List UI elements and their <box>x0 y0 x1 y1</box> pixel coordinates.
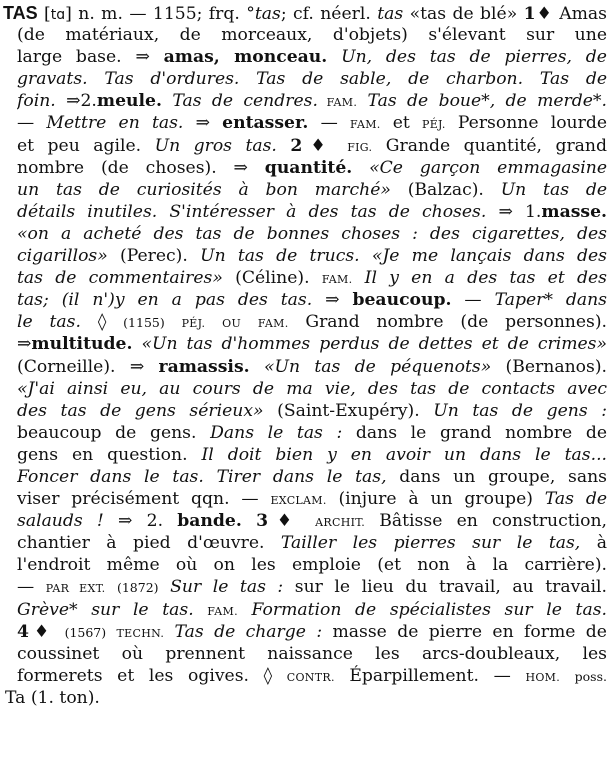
entry-text: 2♦ <box>290 135 334 156</box>
entry-text <box>162 91 172 111</box>
entry-text: Grande quantité, grand <box>372 135 607 156</box>
entry-text: (1872) <box>116 580 159 596</box>
entry-text: TECHN. <box>116 626 165 640</box>
entry-text: des tas de gens sérieux» <box>17 400 264 421</box>
entry-text: ] n. m. — 1155; frq. ° <box>65 4 255 24</box>
entry-text: FAM. <box>349 118 381 132</box>
entry-text: cigarillos» <box>17 246 108 267</box>
entry-text: à <box>580 533 607 554</box>
entry-line <box>17 400 607 422</box>
entry-line <box>17 554 607 576</box>
entry-text: masse. <box>541 201 607 222</box>
entry-text: 3♦ <box>256 511 301 532</box>
entry-text <box>334 136 347 156</box>
entry-text: l'endroit même où on les emploie (et non à la carrière). <box>17 555 607 576</box>
entry-text: tas <box>377 4 404 24</box>
entry-text <box>241 312 258 332</box>
entry-text: Amas <box>552 4 607 24</box>
entry-text: Mettre en tas. <box>46 113 184 134</box>
entry-text: 4♦ <box>17 621 55 642</box>
entry-text: foin. <box>17 91 56 112</box>
entry-text <box>560 666 575 686</box>
entry-line <box>17 223 607 245</box>
entry-text: tɑ <box>50 7 66 23</box>
entry-text: PAR EXT. <box>45 582 106 596</box>
entry-text: «Ce garçon emmagasine <box>369 157 607 178</box>
entry-text: ⇒ <box>183 113 223 134</box>
entry-text: Un tas de trucs. «Je me lançais dans des <box>200 246 607 267</box>
entry-text: coussinet où prennent naissance les arcs-doubleaux, les <box>17 643 607 664</box>
entry-text: gravats. Tas d'ordures. Tas de sable, de charbon. Tas de <box>17 69 607 90</box>
entry-text: ARCHIT. <box>315 516 366 530</box>
entry-text: Dans le tas : <box>210 422 343 443</box>
entry-text: quantité. <box>264 157 353 178</box>
entry-text: détails inutiles. S'intéresser à des tas de choses. <box>17 201 487 222</box>
entry-text: (Saint-Exupéry). <box>263 400 434 421</box>
entry-text: beaucoup. <box>352 290 452 311</box>
entry-text: beaucoup de gens. <box>17 422 211 443</box>
entry-text: ; cf. néerl. <box>280 4 378 24</box>
entry-text: ⇒ <box>312 290 353 311</box>
entry-text: «on a acheté des tas de bonnes choses : des cigarettes, des <box>17 223 607 244</box>
entry-text: dans le grand nombre de <box>342 422 607 443</box>
entry-line <box>17 179 607 201</box>
entry-text: Tas de cendres. <box>172 91 318 112</box>
entry-text: Un gros tas. <box>154 135 277 156</box>
entry-text: Un tas de gens : <box>433 400 607 421</box>
entry-text: amas, monceau. <box>163 47 328 68</box>
entry-text <box>165 312 182 332</box>
entry-text: Un, des tas de pierres, de <box>341 47 607 68</box>
entry-text: (de matériaux, de morceaux, d'objets) s'élevant sur une <box>17 25 607 46</box>
entry-text: (Corneille). ⇒ <box>17 356 159 377</box>
entry-text: — <box>451 290 495 311</box>
entry-text: FAM. <box>257 317 289 331</box>
headword: TAS <box>3 3 38 23</box>
entry-text: viser précisément qqn. — <box>17 489 271 510</box>
entry-text: le tas. <box>17 312 81 333</box>
dictionary-entry-tas <box>3 2 607 709</box>
entry-text <box>352 158 369 178</box>
entry-text: FIG. <box>347 140 373 154</box>
entry-line <box>17 90 607 112</box>
entry-text: — <box>308 113 350 134</box>
entry-text <box>194 600 208 620</box>
entry-text: (Bernanos). <box>491 356 607 377</box>
entry-text: «tas de blé» <box>403 4 524 24</box>
entry-line <box>17 422 607 444</box>
entry-text: FAM. <box>207 604 238 618</box>
entry-text: Foncer dans le tas. Tirer dans le tas, <box>17 466 387 487</box>
entry-line <box>17 201 607 223</box>
entry-text: HOM. <box>525 670 561 684</box>
entry-line <box>17 488 607 510</box>
entry-text <box>105 577 117 597</box>
entry-text: nombre (de choses). ⇒ <box>17 157 265 178</box>
entry-text: — <box>17 577 46 598</box>
entry-line <box>17 311 607 333</box>
entry-text <box>352 268 364 288</box>
entry-line <box>17 112 607 134</box>
entry-text: (1155) <box>123 315 165 331</box>
entry-text <box>164 622 174 642</box>
entry-text: ramassis. <box>158 356 250 377</box>
entry-text: «Un tas d'hommes perdus de dettes et de crimes» <box>141 334 607 355</box>
entry-text: poss. <box>574 668 607 684</box>
entry-text: large base. ⇒ <box>17 47 164 68</box>
entry-text <box>301 511 315 531</box>
entry-text: EXCLAM. <box>270 494 327 508</box>
entry-line <box>17 333 607 355</box>
entry-text: salauds ! <box>17 511 104 532</box>
entry-text: Tas de charge : <box>174 621 323 642</box>
entry-text: Personne lourde <box>445 113 607 134</box>
entry-text: Tailler les pierres sur le tas, <box>280 533 581 554</box>
entry-text: Éparpillement. — <box>334 665 526 686</box>
entry-text: formerets et les ogives. ◊ <box>17 665 287 686</box>
entry-text <box>327 47 341 67</box>
entry-text: Grève* sur le tas. <box>17 599 194 620</box>
entry-line <box>17 245 607 267</box>
entry-text: 1♦ <box>523 4 553 24</box>
entry-text: tas <box>254 4 281 24</box>
entry-text <box>54 622 64 642</box>
entry-text: PÉJ. <box>422 118 446 132</box>
entry-text: Tas de <box>544 489 607 510</box>
entry-text: (Céline). <box>222 268 322 289</box>
entry-line <box>17 532 607 554</box>
entry-text: meule. <box>96 91 162 112</box>
entry-line <box>17 24 607 46</box>
entry-line <box>17 356 607 378</box>
entry-line <box>17 643 607 665</box>
entry-text: Formation de spécialistes sur le tas. <box>251 599 607 620</box>
entry-line <box>17 599 607 621</box>
entry-text: FAM. <box>317 96 358 110</box>
entry-text: Grand nombre (de personnes). <box>288 312 607 333</box>
entry-text: ⇒ <box>17 334 32 355</box>
entry-text: ⇒2. <box>55 91 97 112</box>
entry-line <box>17 466 607 488</box>
entry-text: Il doit bien y en avoir un dans le tas... <box>201 444 607 465</box>
entry-line <box>17 135 607 157</box>
entry-text <box>242 511 256 531</box>
entry-text: (Balzac). <box>390 179 501 200</box>
entry-line <box>17 68 607 90</box>
entry-text: — <box>17 113 47 134</box>
entry-text: Tas de boue*, de merde*. <box>367 91 607 112</box>
entry-text: Il y en a des tas et des <box>364 268 607 289</box>
entry-text: bande. <box>177 511 242 532</box>
entry-text: «Un tas de péquenots» <box>263 356 492 377</box>
entry-line <box>17 289 607 311</box>
entry-line <box>17 665 607 687</box>
entry-text: PÉJ. <box>181 317 206 331</box>
entry-text: multitude. <box>31 334 133 355</box>
entry-text <box>205 312 222 332</box>
entry-line <box>17 378 607 400</box>
entry-text: un tas de curiosités à bon marché» <box>17 179 391 200</box>
entry-text: OU <box>222 317 242 331</box>
entry-text: ⇒ 1. <box>486 201 542 222</box>
entry-text <box>106 622 116 642</box>
entry-text: et peu agile. <box>17 135 155 156</box>
entry-text: (Perec). <box>107 246 201 267</box>
entry-line <box>17 46 607 68</box>
entry-text: ◊ <box>80 312 124 333</box>
entry-line <box>17 510 607 532</box>
entry-line <box>17 621 607 643</box>
entry-text: «J'ai ainsi eu, au cours de ma vie, des tas de contacts avec <box>17 378 607 399</box>
entry-text: tas de commentaires» <box>17 268 223 289</box>
entry-text: Un tas de <box>500 179 607 200</box>
entry-text <box>238 600 252 620</box>
entry-text: dans un groupe, sans <box>386 466 607 487</box>
entry-text: Taper* dans <box>494 290 607 311</box>
entry-text: et <box>380 113 422 134</box>
entry-text: sur le lieu du travail, au travail. <box>283 577 607 598</box>
entry-text: (injure à un groupe) <box>326 489 545 510</box>
entry-text <box>159 577 171 597</box>
entry-line <box>17 157 607 179</box>
entry-text: CONTR. <box>286 670 335 684</box>
entry-text: gens en question. <box>17 444 202 465</box>
entry-text: ⇒ 2. <box>103 511 178 532</box>
entry-text <box>250 357 264 377</box>
entry-text: FAM. <box>321 273 353 287</box>
entry-text: masse de pierre en forme de <box>322 621 607 642</box>
entry-line <box>5 687 607 709</box>
entry-text <box>277 136 290 156</box>
entry-line <box>3 2 607 24</box>
entry-text: Sur le tas : <box>170 577 284 598</box>
entry-line <box>17 576 607 598</box>
entry-line <box>17 444 607 466</box>
entry-text: (1567) <box>64 624 107 640</box>
entry-text: Bâtisse en construction, <box>365 511 607 532</box>
entry-text: Ta (1. ton). <box>5 687 100 708</box>
entry-text: [ <box>37 4 51 24</box>
entry-line <box>17 267 607 289</box>
entry-text: chantier à pied d'œuvre. <box>17 533 281 554</box>
entry-text: tas; (il n')y en a pas des tas. <box>17 290 313 311</box>
entry-text: entasser. <box>222 113 309 134</box>
entry-text <box>357 91 367 111</box>
